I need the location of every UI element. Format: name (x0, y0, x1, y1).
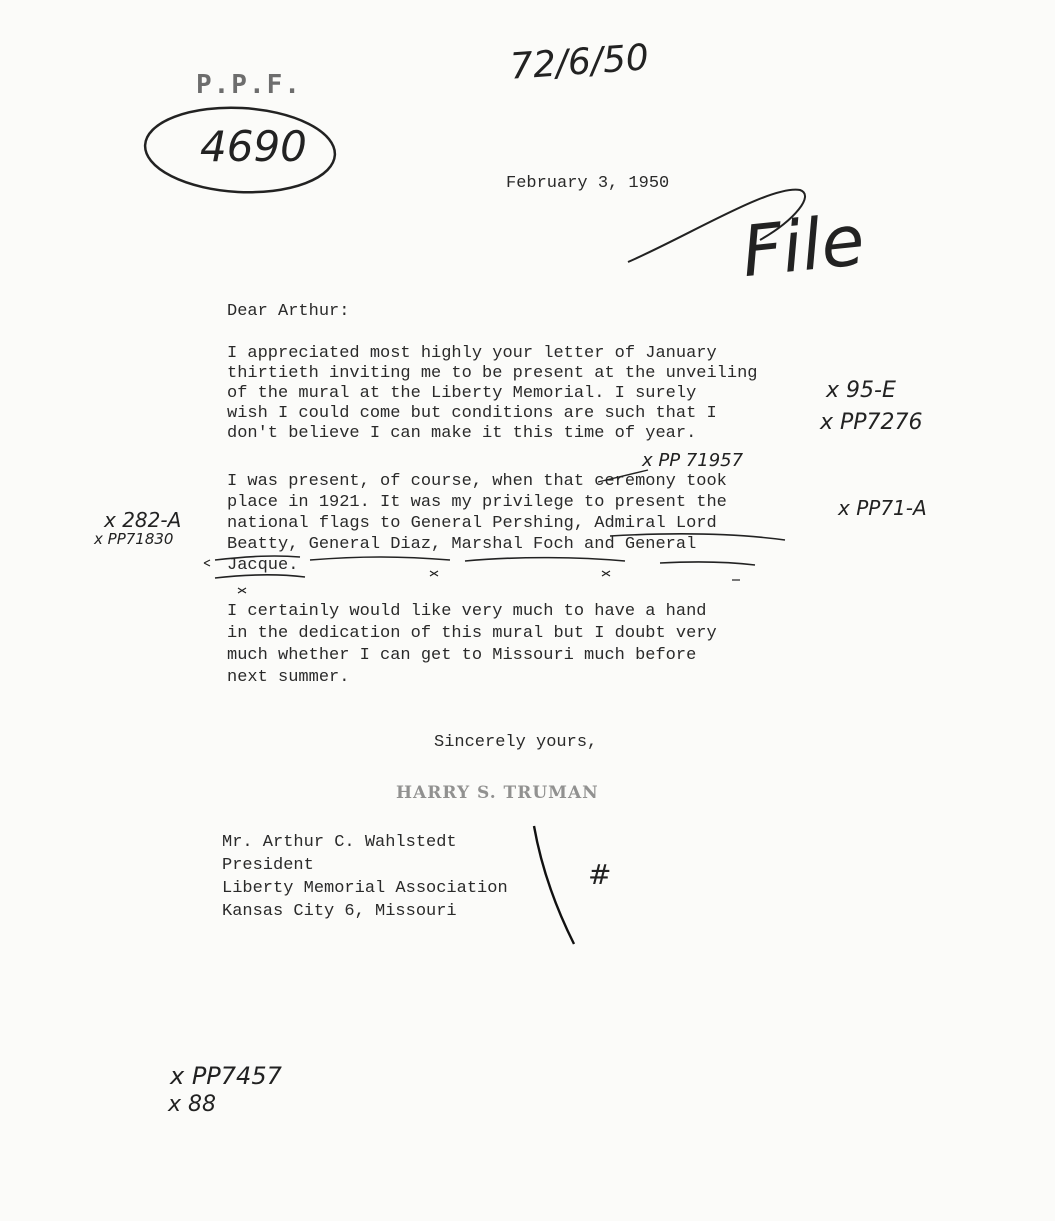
ref-282a-note: x 282-A (104, 508, 182, 532)
paragraph-1-line-5: don't believe I can make it this time of year. (227, 424, 697, 443)
recipient-organization: Liberty Memorial Association (222, 879, 508, 898)
ref-88-note: x 88 (168, 1092, 217, 1117)
ref-pp7276-note: x PP7276 (820, 410, 923, 435)
ref-pp71830-note: x PP71830 (94, 530, 174, 548)
paragraph-2-line-2: place in 1921. It was my privilege to present the (227, 493, 727, 512)
ref-pp7457-note: x PP7457 (170, 1062, 282, 1090)
ref-95e-note: x 95-E (826, 378, 896, 403)
file-signoff-note: File (738, 198, 869, 294)
file-date-note: 72/6/50 (508, 37, 651, 88)
ref-pp71957-note: x PP 71957 (642, 450, 744, 471)
paragraph-1-line-3: of the mural at the Liberty Memorial. I surely (227, 384, 697, 403)
salutation: Dear Arthur: (227, 302, 350, 321)
letter-date: February 3, 1950 (506, 174, 670, 193)
paragraph-3-line-1: I certainly would like very much to have a hand (227, 602, 707, 621)
paragraph-2-line-4: Beatty, General Diaz, Marshal Foch and General (227, 535, 697, 554)
recipient-title: President (222, 856, 314, 875)
signature-stamp: HARRY S. TRUMAN (396, 783, 599, 803)
ref-pp71a-note: x PP71-A (838, 496, 927, 520)
paragraph-3-line-3: much whether I can get to Missouri much before (227, 646, 697, 665)
paragraph-2-line-3: national flags to General Pershing, Admiral Lord (227, 514, 717, 533)
paragraph-1-line-2: thirtieth inviting me to be present at the unveiling (227, 364, 758, 383)
paragraph-2-line-5: Jacque. (227, 556, 299, 575)
file-number-note: 4690 (200, 122, 307, 171)
ppf-stamp: P.P.F. (196, 70, 302, 100)
paragraph-3-line-4: next summer. (227, 668, 350, 687)
paragraph-1-line-1: I appreciated most highly your letter of January (227, 344, 717, 363)
paragraph-2-line-1: I was present, of course, when that ceremony took (227, 472, 727, 491)
recipient-name: Mr. Arthur C. Wahlstedt (222, 833, 457, 852)
paragraph-3-line-2: in the dedication of this mural but I doubt very (227, 624, 717, 643)
closing: Sincerely yours, (434, 733, 598, 752)
hash-mark: # (588, 858, 612, 891)
recipient-city: Kansas City 6, Missouri (222, 902, 457, 921)
paragraph-1-line-4: wish I could come but conditions are such that I (227, 404, 717, 423)
